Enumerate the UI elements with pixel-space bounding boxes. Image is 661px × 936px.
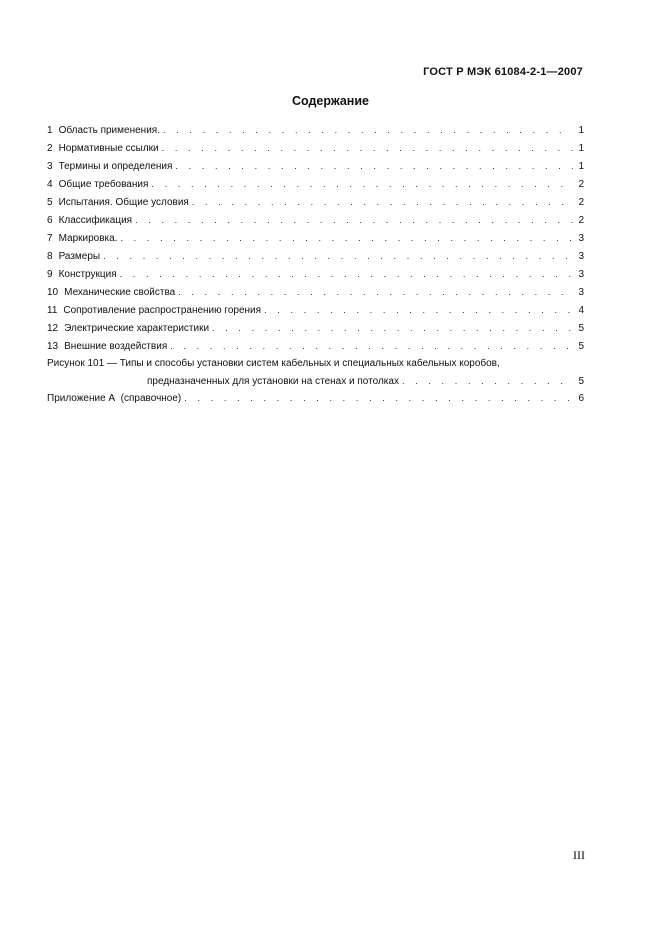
toc-entry-number: 10 — [47, 287, 59, 298]
toc-leader-dots — [402, 372, 573, 390]
toc-leader-dots — [163, 121, 573, 139]
toc-entry-label: Термины и определения — [58, 161, 173, 172]
toc-figure-line2: предназначенных для установки на стенах и потолках — [147, 376, 399, 387]
toc-leader-dots — [151, 175, 573, 193]
toc-entry-page: 5 — [578, 323, 584, 334]
toc-figure-entry-continued[interactable] — [47, 372, 584, 389]
toc-entry-label: Механические свойства — [64, 287, 176, 298]
toc-entry[interactable] — [47, 337, 584, 355]
page-number: III — [573, 848, 585, 862]
toc-entry-page: 5 — [578, 341, 584, 352]
toc-figure-page: 5 — [578, 376, 584, 387]
toc-leader-dots — [170, 337, 573, 355]
toc-entry-page: 2 — [578, 215, 584, 226]
toc-entry-label: Маркировка. — [58, 233, 118, 244]
toc-leader-dots — [212, 319, 573, 337]
toc-figure-entry[interactable] — [47, 355, 584, 372]
toc-entry[interactable] — [47, 247, 584, 265]
document-code: ГОСТ Р МЭК 61084-2-1—2007 — [423, 66, 583, 78]
toc-entry-number: 6 — [47, 215, 53, 226]
toc-leader-dots — [135, 211, 573, 229]
toc-entry-label: Область применения. — [58, 125, 160, 136]
toc-entry-page: 1 — [578, 143, 584, 154]
toc-leader-dots — [264, 301, 573, 319]
toc-entry-number: 7 — [47, 233, 53, 244]
toc-entry-page: 3 — [578, 233, 584, 244]
toc-entry-number: 4 — [47, 179, 53, 190]
toc-entry-label: Внешние воздействия — [64, 341, 168, 352]
toc-leader-dots — [175, 157, 573, 175]
toc-entry[interactable] — [47, 175, 584, 193]
toc-appendix-entry[interactable] — [47, 389, 584, 407]
toc-entry-page: 1 — [578, 125, 584, 136]
toc-entry-page: 4 — [578, 305, 584, 316]
toc-entry[interactable] — [47, 301, 584, 319]
table-of-contents — [47, 121, 584, 407]
toc-entry-label: Нормативные ссылки — [58, 143, 159, 154]
toc-entry-number: 2 — [47, 143, 53, 154]
toc-entry-label: Испытания. Общие условия — [58, 197, 189, 208]
toc-entry-page: 1 — [578, 161, 584, 172]
toc-entry-label: Конструкция — [58, 269, 117, 280]
toc-leader-dots — [178, 283, 573, 301]
toc-entry-number: 1 — [47, 125, 53, 136]
toc-entry[interactable] — [47, 157, 584, 175]
toc-entry[interactable] — [47, 283, 584, 301]
toc-entry-label: Общие требования — [58, 179, 149, 190]
toc-entry[interactable] — [47, 229, 584, 247]
toc-figure-line1: Рисунок 101 — Типы и способы установки систем кабельных и специальных кабельных коробов, — [47, 358, 500, 369]
toc-entry-label: Классификация — [58, 215, 133, 226]
toc-entry-number: 3 — [47, 161, 53, 172]
toc-entry-page: 3 — [578, 251, 584, 262]
toc-entry-number: 12 — [47, 323, 59, 334]
toc-entry[interactable] — [47, 193, 584, 211]
toc-leader-dots — [120, 229, 573, 247]
toc-title: Содержание — [291, 94, 369, 108]
toc-entry-page: 3 — [578, 287, 584, 298]
toc-entry-number: 5 — [47, 197, 53, 208]
toc-entry-page: 2 — [578, 197, 584, 208]
toc-entry[interactable] — [47, 319, 584, 337]
toc-appendix-label: Приложение А (справочное) — [47, 393, 182, 404]
toc-entry-number: 8 — [47, 251, 53, 262]
toc-entry[interactable] — [47, 139, 584, 157]
toc-entry-page: 3 — [578, 269, 584, 280]
toc-leader-dots — [184, 389, 573, 407]
toc-entry-label: Размеры — [58, 251, 101, 262]
toc-entry[interactable] — [47, 265, 584, 283]
toc-entry[interactable] — [47, 121, 584, 139]
toc-leader-dots — [162, 139, 573, 157]
toc-entry[interactable] — [47, 211, 584, 229]
toc-leader-dots — [192, 193, 573, 211]
toc-entry-page: 2 — [578, 179, 584, 190]
toc-entry-number: 13 — [47, 341, 59, 352]
toc-entry-label: Сопротивление распространению горения — [63, 305, 262, 316]
toc-appendix-page: 6 — [578, 393, 584, 404]
toc-entry-label: Электрические характеристики — [64, 323, 210, 334]
toc-entry-number: 11 — [47, 305, 58, 316]
toc-leader-dots — [120, 265, 573, 283]
toc-leader-dots — [103, 247, 573, 265]
toc-entry-number: 9 — [47, 269, 53, 280]
